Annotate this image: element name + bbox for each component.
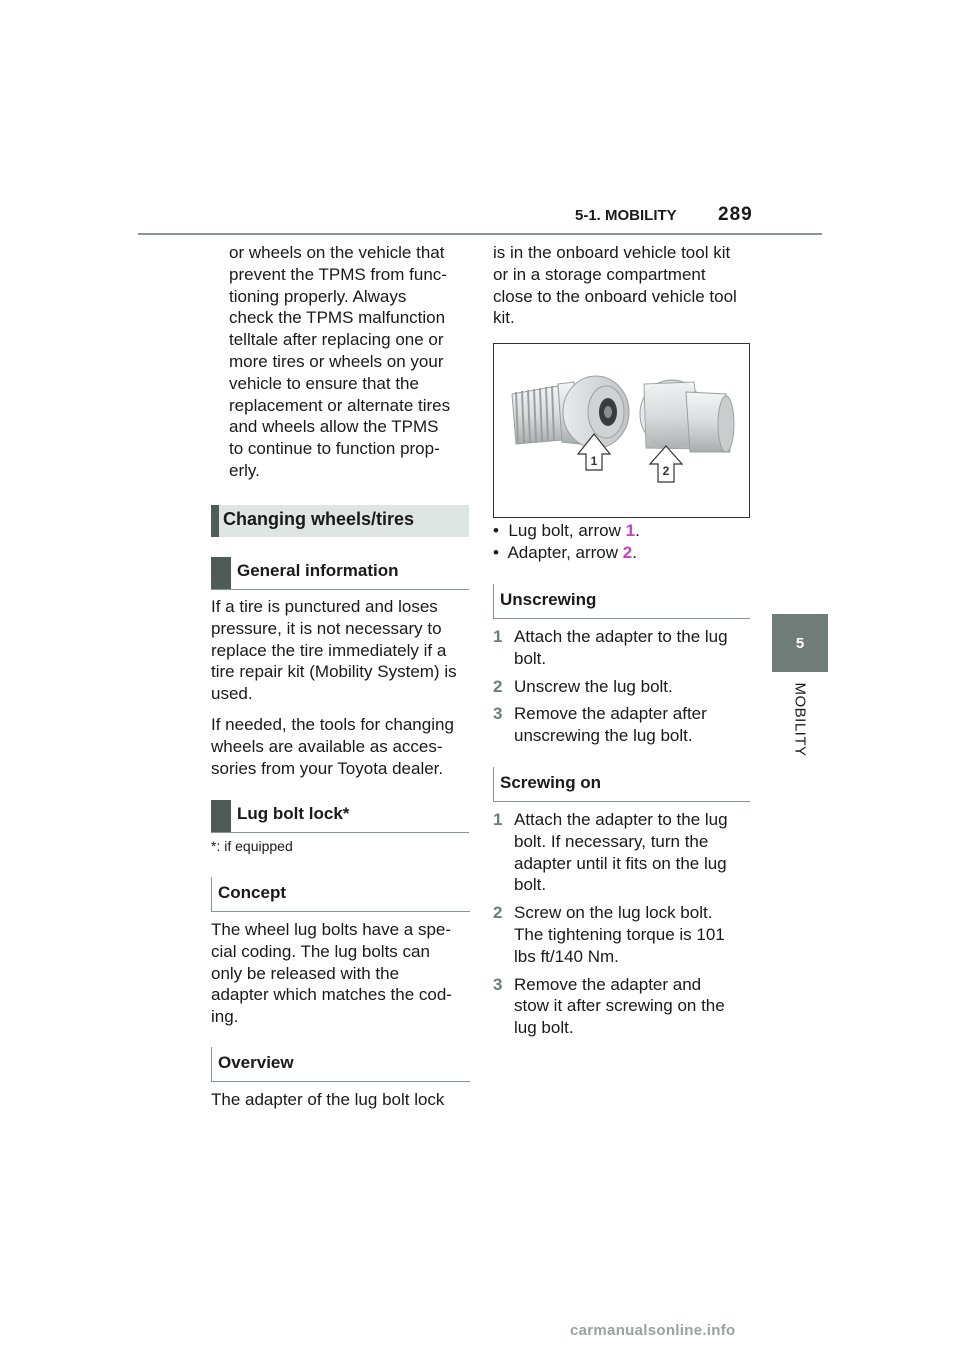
heading-text: Concept: [218, 883, 286, 902]
heading-unscrewing: [493, 584, 750, 619]
text-line: or wheels on the vehicle that: [229, 243, 445, 262]
text-line: sories from your Toyota dealer.: [211, 758, 444, 778]
text-line: wheels are available as acces-: [211, 736, 443, 756]
text-line: cial coding. The lug bolts can: [211, 941, 430, 961]
heading-text: Changing wheels/tires: [223, 509, 415, 529]
heading-screwing-on: [493, 767, 750, 802]
text-line: telltale after replacing one or: [229, 330, 444, 350]
heading-lug-bolt-lock: [211, 800, 469, 833]
text-line: replace the tire immediately if a: [211, 640, 447, 660]
figure-legend: [493, 520, 640, 564]
legend-item: • Lug bolt, arrow 1.: [493, 521, 640, 540]
text-line: tire repair kit (Mobility System) is: [211, 662, 457, 682]
step-text: Attach the adapter to the lug bolt.: [514, 627, 728, 668]
legend-number: 1: [625, 521, 636, 540]
text-line: If needed, the tools for changing: [211, 714, 454, 734]
text-line: close to the onboard vehicle tool: [493, 286, 737, 306]
heading-text: Unscrewing: [500, 590, 597, 609]
text-line: prevent the TPMS from func-: [229, 264, 447, 284]
text-line: kit.: [493, 308, 515, 328]
text-line: The wheel lug bolts have a spe-: [211, 920, 452, 939]
paragraph: [211, 596, 469, 705]
heading-changing-wheels: [211, 505, 469, 537]
general-info-text: [211, 596, 469, 788]
heading-general-information: [211, 557, 469, 590]
header-rule: [138, 233, 822, 235]
step-number: 3: [493, 704, 503, 724]
text-line: vehicle to ensure that the: [229, 373, 419, 393]
footnote: *: if equipped: [211, 838, 293, 854]
paragraph: [211, 714, 469, 779]
overview-text: [211, 1089, 469, 1111]
text-line: The adapter of the lug bolt lock: [211, 1090, 445, 1109]
legend-text: Lug bolt, arrow: [508, 521, 621, 540]
step: [493, 703, 749, 747]
watermark: carmanualsonline.info: [570, 1322, 736, 1339]
heading-text: Screwing on: [500, 773, 602, 792]
text-line: used.: [211, 684, 253, 704]
chapter-label: MOBILITY: [791, 682, 809, 757]
step-number: 1: [493, 810, 503, 829]
continued-paragraph: [229, 242, 469, 482]
text-line: If a tire is punctured and loses: [211, 597, 438, 616]
heading-bar: [211, 800, 231, 832]
step: [493, 902, 749, 967]
text-line: check the TPMS malfunction: [229, 308, 446, 328]
heading-concept: [211, 877, 470, 912]
heading-text: Lug bolt lock*: [237, 804, 350, 823]
arrow-2-callout: [650, 446, 682, 482]
heading-bar: [211, 557, 231, 589]
text-line: adapter which matches the cod-: [211, 985, 452, 1005]
section-title: 5-1. MOBILITY: [575, 207, 677, 224]
text-line: or in a storage compartment: [493, 264, 706, 284]
chapter-label-wrap: [790, 684, 810, 774]
text-line: only be released with the: [211, 963, 400, 983]
paragraph: [211, 919, 469, 1028]
arrow-2-label: 2: [662, 464, 670, 478]
unscrewing-steps: [493, 626, 749, 753]
step-number: 3: [493, 974, 503, 994]
text-line: ing.: [211, 1007, 239, 1027]
text-line: is in the onboard vehicle tool kit: [493, 243, 731, 262]
text-line: and wheels allow the TPMS: [229, 417, 439, 437]
heading-text: Overview: [218, 1053, 294, 1072]
step: [493, 809, 749, 896]
page-number: 289: [718, 204, 753, 225]
legend-number: 2: [622, 543, 633, 562]
text-line: tioning properly. Always: [229, 286, 407, 306]
text-line: erly.: [229, 460, 260, 480]
heading-text: General information: [237, 561, 399, 580]
adapter-shape: [640, 380, 734, 452]
step-number: 2: [493, 676, 503, 696]
lug-bolt-figure: [493, 343, 750, 518]
lug-bolt-illustration: [494, 344, 749, 517]
step-number: 2: [493, 903, 503, 923]
heading-bar: [211, 505, 219, 537]
chapter-tab: 5: [772, 614, 828, 672]
step: [493, 676, 749, 698]
step: [493, 626, 749, 670]
step-text: Attach the adapter to the lug bolt. If necessary, turn the adapter until it fits on the lug bolt.: [514, 810, 728, 895]
step-text: Screw on the lug lock bolt. The tightening torque is 101 lbs ft/140 Nm.: [514, 903, 725, 966]
step-text: Unscrew the lug bolt.: [514, 676, 673, 696]
concept-text: [211, 919, 469, 1037]
text-line: to continue to function prop-: [229, 439, 440, 459]
legend-item: • Adapter, arrow 2.: [493, 543, 637, 562]
legend-text: Adapter, arrow: [507, 543, 619, 562]
text-line: pressure, it is not necessary to: [211, 618, 442, 638]
overview-continued: [493, 242, 749, 329]
lug-bolt-shape: [512, 376, 629, 448]
text-line: replacement or alternate tires: [229, 395, 451, 415]
text-line: more tires or wheels on your: [229, 351, 444, 371]
step-text: Remove the adapter and stow it after screwing on the lug bolt.: [514, 974, 725, 1038]
arrow-1-label: 1: [590, 454, 598, 468]
heading-overview: [211, 1047, 470, 1082]
step-text: Remove the adapter after unscrewing the lug bolt.: [514, 704, 707, 746]
screwing-steps: [493, 809, 749, 1045]
step-number: 1: [493, 627, 503, 646]
step: [493, 974, 749, 1039]
